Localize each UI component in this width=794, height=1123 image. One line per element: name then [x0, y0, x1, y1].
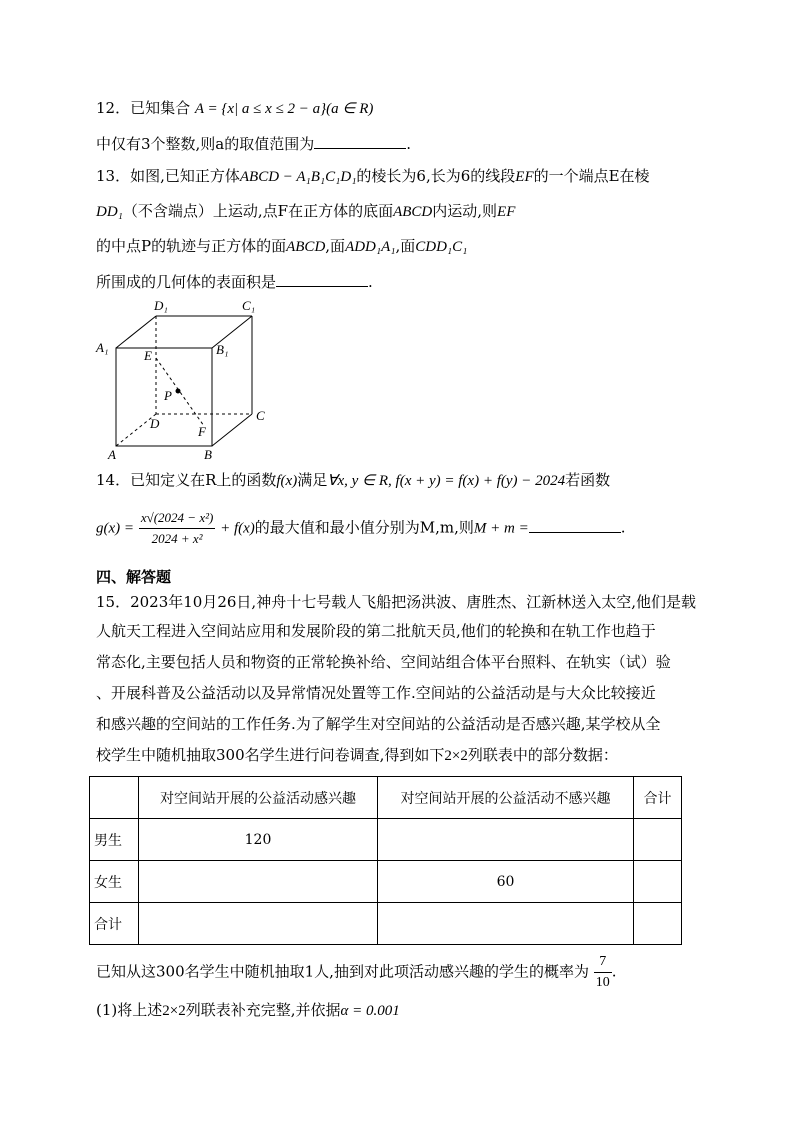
q13-edge-dd1: DD₁	[96, 204, 123, 220]
table-header-cell: 对空间站开展的公益活动感兴趣	[139, 777, 378, 819]
table-cell	[139, 903, 378, 945]
q13-text-3c: ,面	[325, 237, 346, 255]
table-cell: 男生	[90, 819, 139, 861]
q12-text: 已知集合	[130, 99, 191, 117]
q13-answer-blank	[276, 272, 368, 287]
table-cell	[634, 903, 682, 945]
q15-para-line6	[96, 745, 618, 766]
table-cell: 60	[378, 861, 634, 903]
q15-para-line1: 15．2023年10月26日,神舟十七号载人飞船把汤洪波、唐胜杰、江新林送入太空,他们是载	[96, 593, 696, 611]
q15-prob-text: 已知从这300名学生中随机抽取1人,抽到对此项活动感兴趣的学生的概率为	[96, 962, 589, 981]
q15-probability-line	[96, 952, 617, 993]
q15-sub1-a: (1)将上述	[96, 1001, 163, 1019]
q14-line1	[96, 470, 610, 491]
q12-answer-blank	[314, 134, 406, 149]
q15-prob-fraction	[594, 952, 612, 993]
cube-diagram	[90, 296, 290, 461]
table-cell: 120	[139, 819, 378, 861]
q14-fraction	[139, 508, 216, 549]
q14-functional-equation: ∀x, y ∈ R, f(x + y) = f(x) + f(y) − 2024	[327, 473, 566, 489]
q15-table-size: 2×2	[444, 748, 468, 764]
q14-number: 14．	[96, 471, 131, 489]
q15-text-6a: 校学生中随机抽取300名学生进行问卷调查,得到如下	[96, 746, 445, 764]
q13-text-3a: 的中点P的轨迹与正方体的面	[96, 237, 287, 255]
label-e: E	[144, 348, 152, 363]
q13-line4	[96, 272, 373, 292]
q15-text-6c: 列联表中的部分数据：	[467, 746, 618, 764]
q15-sub1-c: 列联表补充完整,并依据	[185, 1001, 341, 1019]
q15-para-line2: 人航天工程进入空间站应用和发展阶段的第二批航天员,他们的轮换和在轨工作也趋于	[96, 622, 656, 640]
q13-segment-ef: EF	[515, 169, 534, 185]
label-f: F	[198, 424, 206, 439]
table-header-row	[90, 777, 682, 819]
q13-face-abcd-2: ABCD	[286, 239, 326, 255]
q12-question-text: 中仅有3个整数,则a的取值范围为	[96, 135, 315, 153]
label-a: A	[108, 447, 116, 461]
q13-question-text: 所围成的几何体的表面积是	[96, 273, 277, 291]
q15-para-line4: 、开展科普及公益活动以及异常情况处置等工作.空间站的公益活动是与大众比较接近	[96, 684, 656, 702]
label-c: C	[256, 408, 265, 423]
q14-answer-blank	[529, 518, 621, 533]
q13-text-c: 的棱长为6,长为6的线段	[356, 167, 516, 185]
q14-text-2a: 的最大值和最小值分别为M,m,则	[254, 518, 474, 537]
label-b1: B₁	[216, 342, 229, 357]
q15-prob-den: 10	[595, 975, 610, 990]
q14-line2	[96, 508, 626, 549]
q13-text-3e: ,面	[395, 237, 416, 255]
q15-alpha: α = 0.001	[340, 1003, 400, 1019]
q14-g-def: g(x) =	[96, 520, 135, 537]
contingency-table	[89, 776, 682, 945]
q13-segment-ef-2: EF	[497, 204, 516, 220]
q12-line1	[96, 98, 373, 119]
table-cell: 合计	[90, 903, 139, 945]
table-row	[90, 903, 682, 945]
q13-cube-name: ABCD − A₁B₁C₁D₁	[239, 169, 357, 185]
q13-face-abcd: ABCD	[393, 204, 433, 220]
q14-text-e: 若函数	[565, 471, 611, 489]
q13-text-a: 如图,已知正方体	[130, 167, 240, 185]
table-header-cell: 合计	[634, 777, 682, 819]
q12-set-formula: A = {x| a ≤ x ≤ 2 − a}(a ∈ R)	[194, 101, 374, 117]
q12-line2	[96, 134, 411, 154]
label-p: P	[164, 388, 172, 403]
q13-face-cdd1c1: CDD₁C₁	[415, 239, 468, 255]
q12-number: 12．	[96, 99, 131, 117]
q14-plus-fx: + f(x)	[220, 520, 255, 537]
table-cell	[378, 903, 634, 945]
q13-text-2d: 内运动,则	[432, 202, 498, 220]
label-d: D	[150, 416, 160, 431]
label-b: B	[204, 447, 212, 461]
q14-frac-num: x√(2024 − x²)	[139, 508, 216, 529]
table-cell	[378, 819, 634, 861]
table-cell: 女生	[90, 861, 139, 903]
table-row	[90, 819, 682, 861]
q13-line2	[96, 201, 515, 222]
section-heading: 四、解答题	[96, 568, 172, 586]
q14-frac-den: 2024 + x²	[151, 531, 203, 546]
table-cell	[634, 819, 682, 861]
q14-fx: f(x)	[276, 473, 298, 489]
q14-text-c: 满足	[297, 471, 328, 489]
q13-face-add1a1: ADD₁A₁	[345, 239, 396, 255]
q12-end: .	[406, 135, 412, 153]
q14-sum: M + m =	[473, 520, 529, 537]
q13-end: .	[368, 273, 373, 291]
label-a1: A₁	[96, 340, 109, 355]
table-cell	[634, 861, 682, 903]
q13-line1	[96, 166, 650, 187]
q15-para-line3: 常态化,主要包括人员和物资的正常轮换补给、空间站组合体平台照料、在轨实（试）验	[96, 653, 671, 671]
table-row	[90, 861, 682, 903]
label-c1: C₁	[242, 298, 256, 313]
q13-text-e: 的一个端点E在棱	[533, 167, 650, 185]
q15-prob-end: .	[611, 962, 617, 981]
label-d1: D₁	[154, 298, 168, 313]
q13-number: 13．	[96, 167, 131, 185]
q15-sub1-size: 2×2	[162, 1003, 186, 1019]
q14-text-a: 已知定义在R上的函数	[130, 471, 277, 489]
q15-prob-num: 7	[594, 952, 612, 973]
q15-para-line5: 和感兴趣的空间站的工作任务.为了解学生对空间站的公益活动是否感兴趣,某学校从全	[96, 715, 661, 733]
q13-line3	[96, 236, 467, 257]
edge-bc	[212, 414, 252, 446]
q13-text-2b: （不含端点）上运动,点F在正方体的底面	[122, 202, 394, 220]
table-cell	[139, 861, 378, 903]
table-header-cell: 对空间站开展的公益活动不感兴趣	[378, 777, 634, 819]
edge-a1d1	[116, 316, 156, 348]
q14-end: .	[620, 518, 626, 537]
table-header-cell	[90, 777, 139, 819]
q15-sub1	[96, 1000, 400, 1021]
point-p	[176, 389, 181, 394]
